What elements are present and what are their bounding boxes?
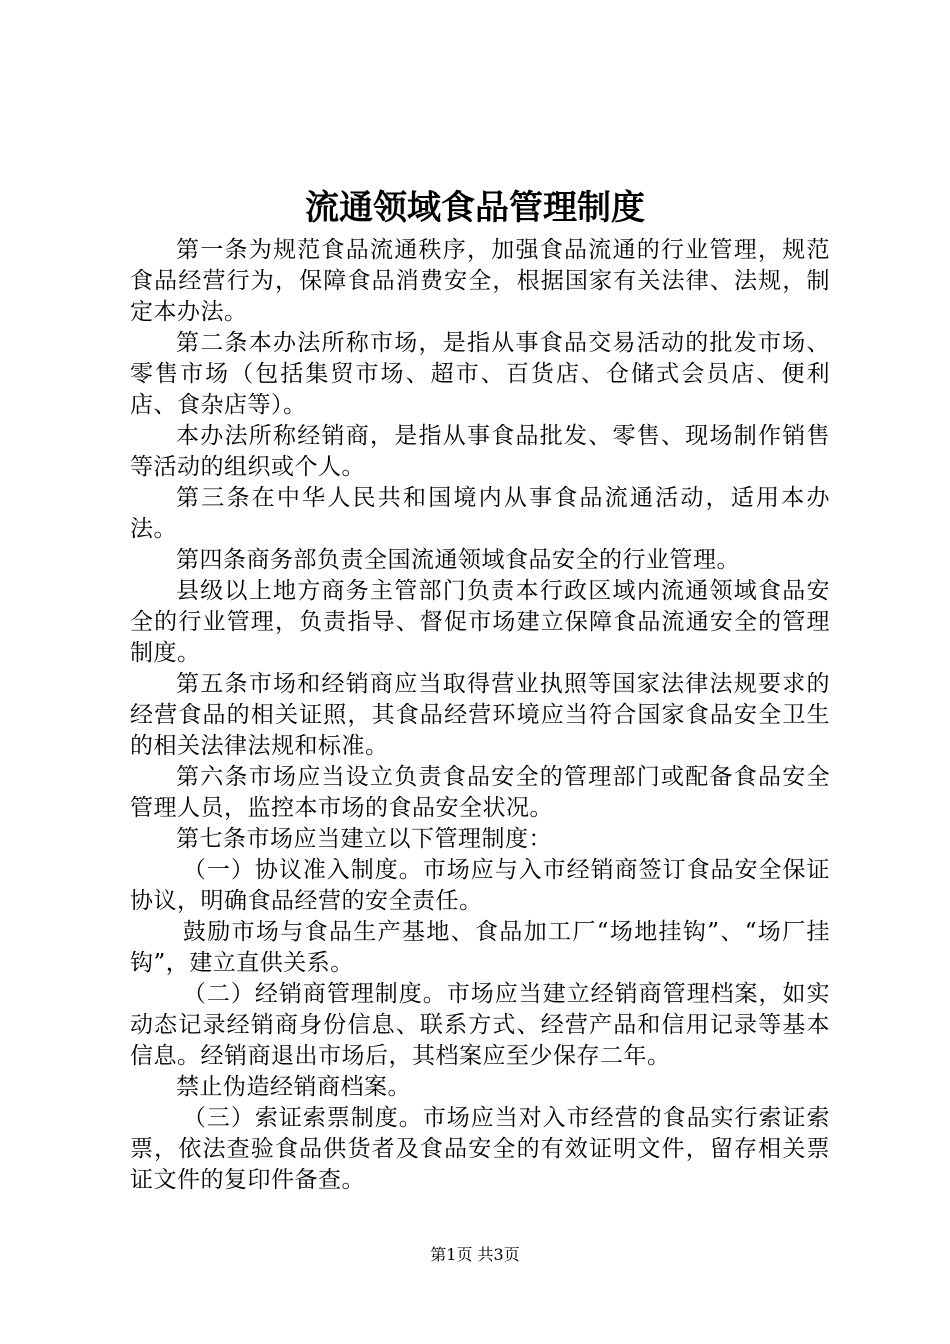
- paragraph-article-3: 第三条在中华人民共和国境内从事食品流通活动，适用本办法。: [130, 485, 830, 542]
- paragraph-article-2: 第二条本办法所称市场，是指从事食品交易活动的批发市场、零售市场（包括集贸市场、超市、百货店、仓储式会员店、便利店、食杂店等）。: [130, 330, 830, 418]
- paragraph-forgery-ban: 禁止伪造经销商档案。: [176, 1074, 411, 1100]
- paragraph-distributor-definition: 本办法所称经销商，是指从事食品批发、零售、现场制作销售等活动的组织或个人。: [130, 423, 830, 480]
- paragraph-article-1: 第一条为规范食品流通秩序，加强食品流通的行业管理，规范食品经营行为，保障食品消费安全，根据国家有关法律、法规，制定本办法。: [130, 237, 830, 325]
- paragraph-item-2: （二）经销商管理制度。市场应当建立经销商管理档案，如实动态记录经销商身份信息、联系方式、经营产品和信用记录等基本信息。经销商退出市场后，其档案应至少保存二年。: [130, 981, 830, 1069]
- page-footer: 第1页 共3页: [430, 1245, 520, 1264]
- paragraph-item-1: （一）协议准入制度。市场应与入市经销商签订食品安全保证协议，明确食品经营的安全责任。: [130, 857, 830, 914]
- paragraph-article-4: 第四条商务部负责全国流通领域食品安全的行业管理。: [176, 547, 740, 573]
- document-body: [130, 235, 830, 1196]
- document-title: 流通领域食品管理制度: [305, 188, 645, 228]
- paragraph-local-authorities: 县级以上地方商务主管部门负责本行政区域内流通领域食品安全的行业管理，负责指导、督促市场建立保障食品流通安全的管理制度。: [130, 578, 830, 666]
- paragraph-article-5: 第五条市场和经销商应当取得营业执照等国家法律法规要求的经营食品的相关证照，其食品经营环境应当符合国家食品安全卫生的相关法律法规和标准。: [130, 671, 830, 759]
- paragraph-item-3: （三）索证索票制度。市场应当对入市经营的食品实行索证索票，依法查验食品供货者及食品安全的有效证明文件，留存相关票证文件的复印件备查。: [130, 1105, 830, 1193]
- paragraph-direct-supply: 鼓励市场与食品生产基地、食品加工厂“场地挂钩”、“场厂挂钩”，建立直供关系。: [130, 919, 830, 976]
- paragraph-article-6: 第六条市场应当设立负责食品安全的管理部门或配备食品安全管理人员，监控本市场的食品安全状况。: [130, 764, 830, 821]
- paragraph-article-7: 第七条市场应当建立以下管理制度：: [176, 826, 552, 852]
